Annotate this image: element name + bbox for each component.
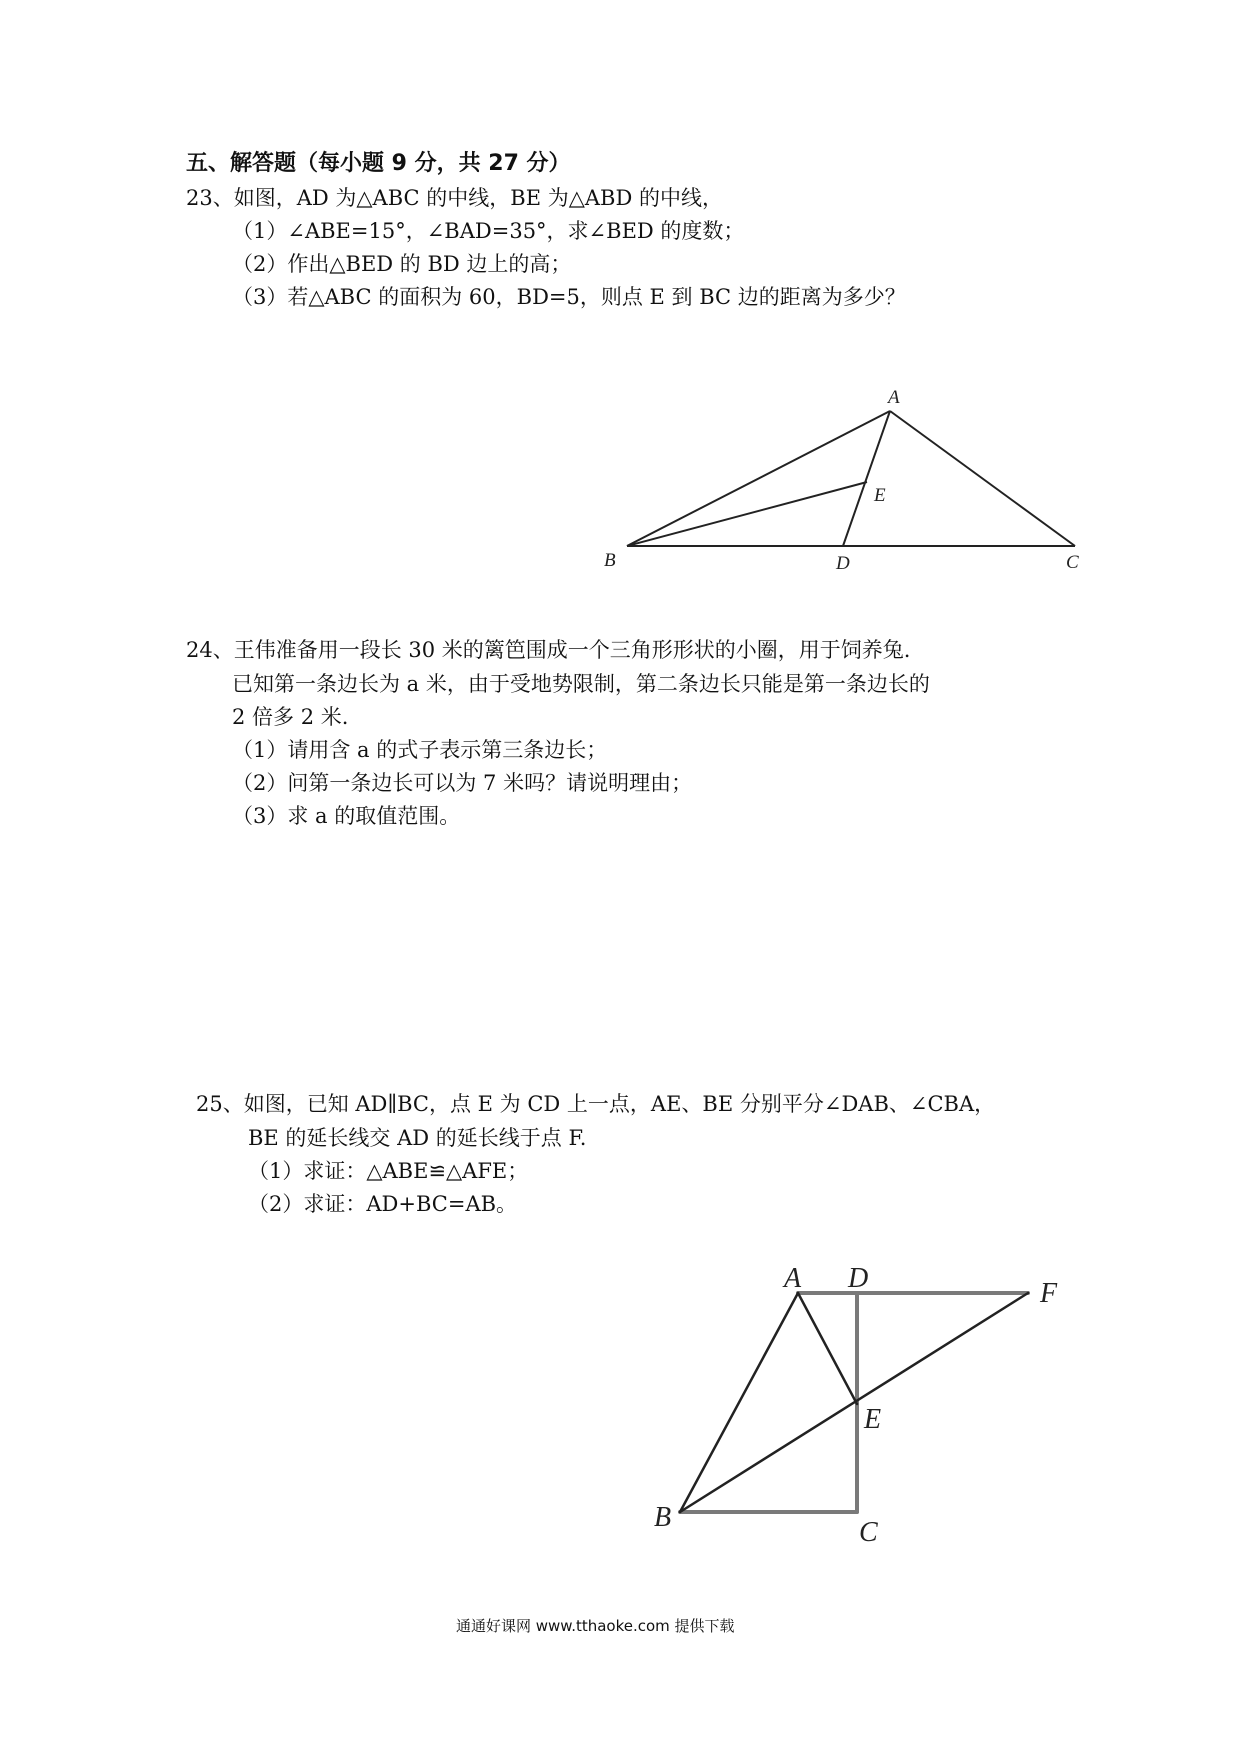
q23-figure — [627, 411, 1075, 546]
q25-stem: 25、如图，已知 AD∥BC，点 E 为 CD 上一点，AE、BE 分别平分∠DAB、∠CBA， — [196, 1092, 996, 1116]
q25-label-b: B — [654, 1502, 672, 1533]
q24-stem-cont-1: 已知第一条边长为 a 米，由于受地势限制，第二条边长只能是第一条边长的 — [232, 672, 930, 696]
q25-segment-ab — [680, 1293, 798, 1512]
q25-label-d: D — [848, 1263, 869, 1294]
q25-label-e: E — [864, 1404, 882, 1435]
q25-label-f: F — [1040, 1278, 1058, 1309]
q23-segment-be — [627, 482, 867, 546]
q24-stem-cont-2: 2 倍多 2 米. — [232, 705, 349, 729]
q25-part-1: （1）求证：△ABE≌△AFE； — [248, 1159, 529, 1183]
q23-part-3: （3）若△ABC 的面积为 60，BD=5，则点 E 到 BC 边的距离为多少？ — [232, 285, 906, 309]
q25-figure — [680, 1293, 1028, 1512]
q25-segment-ae — [798, 1293, 857, 1404]
section-title: 五、解答题（每小题 9 分，共 27 分） — [186, 151, 571, 176]
q25-stem-cont: BE 的延长线交 AD 的延长线于点 F. — [248, 1126, 587, 1150]
q24-part-2: （2）问第一条边长可以为 7 米吗？请说明理由； — [232, 771, 693, 795]
q24-stem: 24、王伟准备用一段长 30 米的篱笆围成一个三角形形状的小圈，用于饲养兔. — [186, 638, 911, 662]
q23-stem: 23、如图，AD 为△ABC 的中线，BE 为△ABD 的中线， — [186, 186, 723, 210]
q23-label-d: D — [836, 553, 850, 574]
q23-part-2: （2）作出△BED 的 BD 边上的高； — [232, 252, 572, 276]
q23-label-a: A — [888, 387, 900, 408]
q25-segment-bf — [680, 1293, 1028, 1512]
q25-label-c: C — [859, 1517, 878, 1548]
page-footer: 通通好课网 www.tthaoke.com 提供下载 — [456, 1617, 735, 1635]
q23-segment-ac — [890, 411, 1075, 546]
q23-label-e: E — [874, 485, 886, 506]
q23-label-b: B — [604, 550, 616, 571]
q24-part-1: （1）请用含 a 的式子表示第三条边长； — [232, 738, 608, 762]
q23-label-c: C — [1066, 552, 1079, 573]
q24-part-3: （3）求 a 的取值范围。 — [232, 804, 461, 828]
q25-label-a: A — [784, 1263, 802, 1294]
q23-part-1: （1）∠ABE=15°，∠BAD=35°，求∠BED 的度数； — [232, 219, 745, 243]
q25-part-2: （2）求证：AD+BC=AB。 — [248, 1192, 518, 1216]
